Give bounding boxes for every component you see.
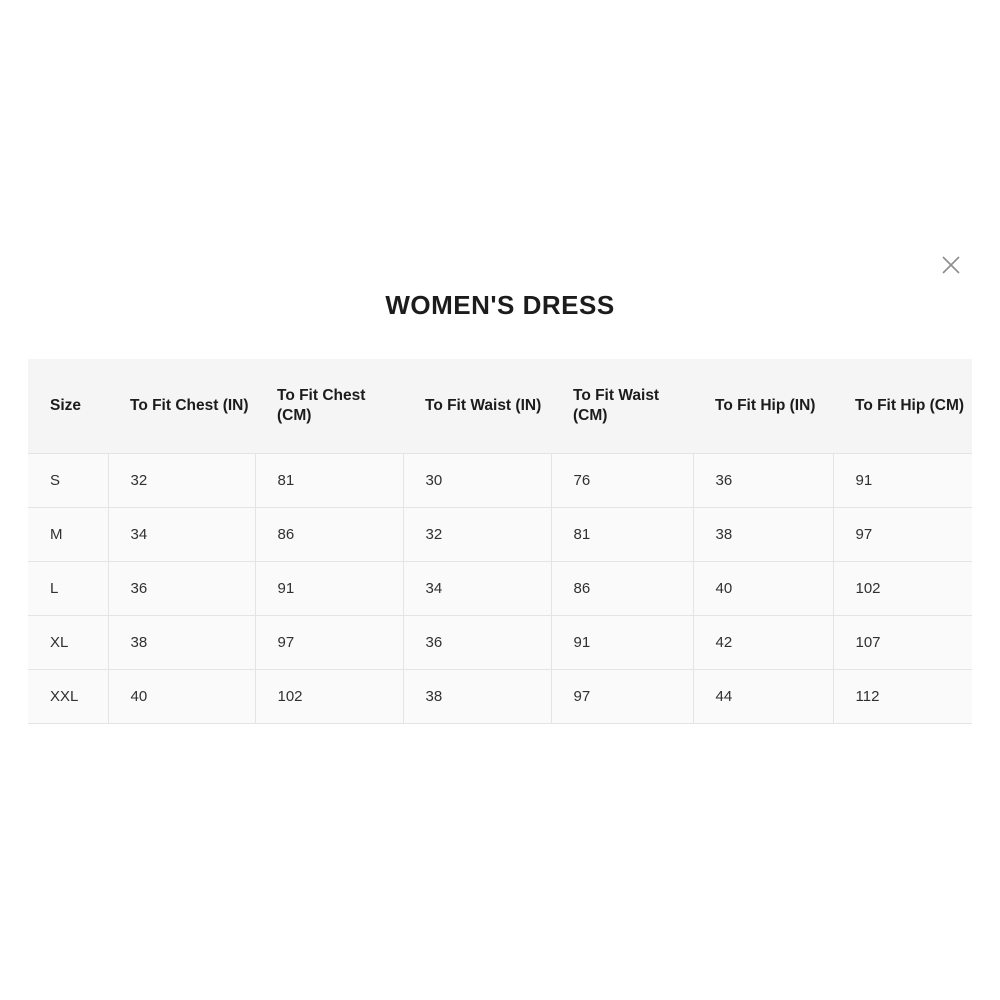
table-row xyxy=(28,453,972,507)
cell-chest-cm: 81 xyxy=(255,453,403,507)
table-row xyxy=(28,669,972,723)
cell-waist-in: 38 xyxy=(403,669,551,723)
cell-size: S xyxy=(28,453,108,507)
cell-chest-in: 36 xyxy=(108,561,255,615)
cell-hip-cm: 112 xyxy=(833,669,972,723)
cell-hip-cm: 107 xyxy=(833,615,972,669)
cell-waist-in: 36 xyxy=(403,615,551,669)
column-header-waist-cm: To Fit Waist (CM) xyxy=(551,359,693,453)
cell-chest-cm: 102 xyxy=(255,669,403,723)
cell-hip-in: 38 xyxy=(693,507,833,561)
page-title: WOMEN'S DRESS xyxy=(385,290,615,320)
table-header xyxy=(28,359,972,453)
size-chart-table xyxy=(28,359,972,724)
cell-hip-in: 40 xyxy=(693,561,833,615)
cell-size: XXL xyxy=(28,669,108,723)
cell-chest-in: 38 xyxy=(108,615,255,669)
column-header-hip-in: To Fit Hip (IN) xyxy=(693,359,833,453)
cell-waist-cm: 81 xyxy=(551,507,693,561)
size-chart-table-container xyxy=(28,359,972,724)
column-header-chest-cm: To Fit Chest (CM) xyxy=(255,359,403,453)
cell-waist-in: 34 xyxy=(403,561,551,615)
cell-hip-in: 42 xyxy=(693,615,833,669)
table-row xyxy=(28,615,972,669)
cell-waist-in: 32 xyxy=(403,507,551,561)
column-header-size: Size xyxy=(28,359,108,453)
column-header-hip-cm: To Fit Hip (CM) xyxy=(833,359,972,453)
cell-chest-in: 32 xyxy=(108,453,255,507)
cell-size: M xyxy=(28,507,108,561)
cell-chest-in: 34 xyxy=(108,507,255,561)
column-header-chest-in: To Fit Chest (IN) xyxy=(108,359,255,453)
cell-hip-cm: 102 xyxy=(833,561,972,615)
cell-hip-in: 36 xyxy=(693,453,833,507)
cell-chest-cm: 97 xyxy=(255,615,403,669)
cell-hip-in: 44 xyxy=(693,669,833,723)
table-row xyxy=(28,561,972,615)
table-body xyxy=(28,453,972,723)
cell-waist-cm: 97 xyxy=(551,669,693,723)
cell-waist-cm: 86 xyxy=(551,561,693,615)
table-row xyxy=(28,507,972,561)
cell-size: L xyxy=(28,561,108,615)
cell-chest-cm: 91 xyxy=(255,561,403,615)
close-button[interactable] xyxy=(934,248,968,282)
close-icon xyxy=(940,254,962,276)
table-header-row xyxy=(28,359,972,453)
column-header-waist-in: To Fit Waist (IN) xyxy=(403,359,551,453)
cell-size: XL xyxy=(28,615,108,669)
cell-chest-in: 40 xyxy=(108,669,255,723)
cell-waist-cm: 76 xyxy=(551,453,693,507)
cell-waist-in: 30 xyxy=(403,453,551,507)
cell-hip-cm: 97 xyxy=(833,507,972,561)
cell-hip-cm: 91 xyxy=(833,453,972,507)
cell-waist-cm: 91 xyxy=(551,615,693,669)
cell-chest-cm: 86 xyxy=(255,507,403,561)
